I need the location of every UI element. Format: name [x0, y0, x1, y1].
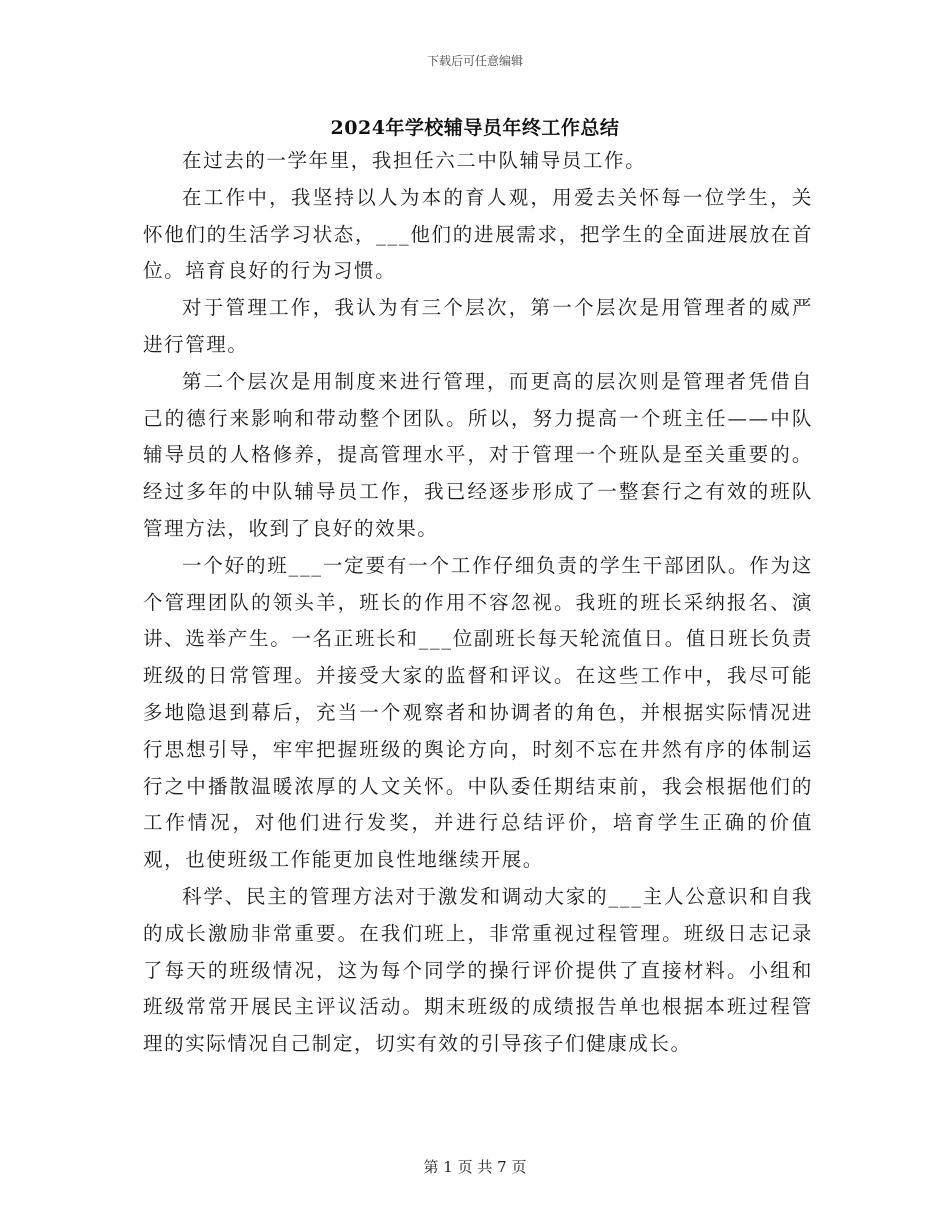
- header-note: 下载后可任意编辑: [426, 54, 523, 68]
- paragraph-1: 在过去的一学年里，我担任六二中队辅导员工作。: [182, 149, 647, 172]
- paragraph-6: 科学、民主的管理方法对于激发和调动大家的___主人公意识和自我的成长激励非常重要。在我们班上，非常重视过程管理。班级日志记录了每天的班级情况，这为每个同学的操行评价提供了直接材料。小组和班级常常开展民主评议活动。期末班级的成绩报告单也根据本班过程管理的实际情况自己制定，切实有效的引导孩子们健康成长。: [143, 884, 813, 1056]
- paragraph-2: 在工作中，我坚持以人为本的育人观，用爱去关怀每一位学生，关怀他们的生活学习状态，___他们的进展需求，把学生的全面进展放在首位。培育良好的行为习惯。: [143, 185, 813, 283]
- paragraph-3: 对于管理工作，我认为有三个层次，第一个层次是用管理者的威严进行管理。: [143, 296, 813, 356]
- paragraph-5: 一个好的班___一定要有一个工作仔细负责的学生干部团队。作为这个管理团队的领头羊，班长的作用不容忽视。我班的班长采纳报名、演讲、选举产生。一名正班长和___位副班长每天轮流值日。值日班长负责班级的日常管理。并接受大家的监督和评议。在这些工作中，我尽可能多地隐退到幕后，充当一个观察者和协调者的角色，并根据实际情况进行思想引导，牢牢把握班级的舆论方向，时刻不忘在井然有序的体制运行之中播散温暖浓厚的人文关怀。中队委任期结束前，我会根据他们的工作情况，对他们进行发奖，并进行总结评价，培育学生正确的价值观，也使班级工作能更加良性地继续开展。: [143, 553, 813, 872]
- paragraph-4: 第二个层次是用制度来进行管理，而更高的层次则是管理者凭借自己的德行来影响和带动整个团队。所以，努力提高一个班主任——中队辅导员的人格修养，提高管理水平，对于管理一个班队是至关重要的。经过多年的中队辅导员工作，我已经逐步形成了一整套行之有效的班队管理方法，收到了良好的效果。: [143, 369, 813, 540]
- page-footer: 第 1 页 共 7 页: [423, 1158, 527, 1176]
- document-title: 2024年学校辅导员年终工作总结: [330, 117, 620, 139]
- document-body: [143, 143, 813, 1063]
